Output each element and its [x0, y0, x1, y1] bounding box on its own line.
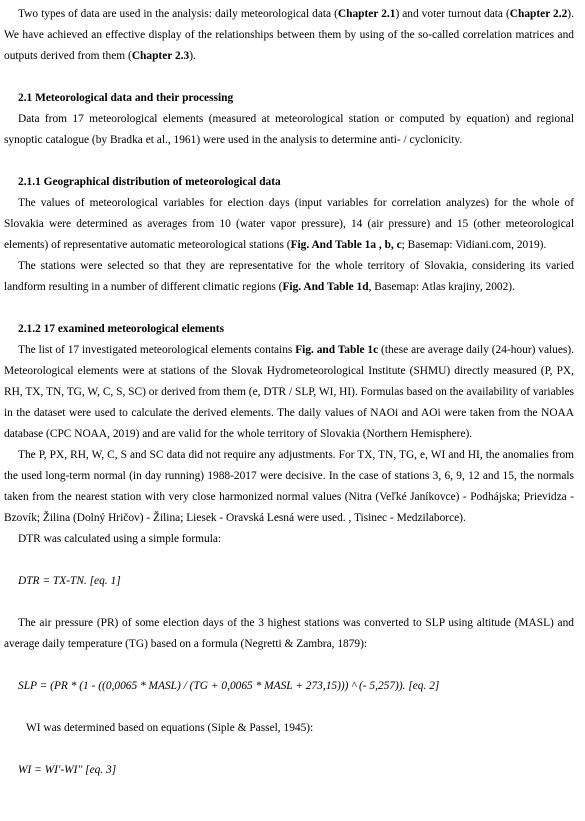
section-2-1-2-paragraph-3: DTR was calculated using a simple formula: [18, 533, 222, 545]
section-2-1-2-paragraph-5: WI was determined based on equations (Siple & Passel, 1945): [26, 722, 314, 734]
section-2-1-1-paragraph-1 [4, 193, 574, 256]
text: The list of 17 investigated meteorological elements contains [18, 344, 296, 356]
chapter-ref: Chapter 2.1 [337, 8, 396, 20]
chapter-ref: Chapter 2.3 [131, 50, 190, 62]
intro-paragraph [4, 4, 574, 67]
text: The values of meteorological variables for election days (input variables for correlation analyzes) for the whole of Slovakia were determined as averages from 10 (water vapor pressure), 14 (air pressure) and 15 (other meteorological elements) of representative automatic meteorological stations ( [4, 197, 574, 251]
section-2-1-2-paragraph-2: The P, PX, RH, W, C, S and SC data did not require any adjustments. For TX, TN, TG, e, WI and HI, the anomalies from the used long-term normal (in day running) 1988-2017 were decisive. In the case of stations 3, 6, 9, 12 and 15, the normals taken from the nearest station with very close harmonized normal values (Nitra (Veľké Janíkovce) - Podhájska; Prievidza - Bzovík; Žilina (Dolný Hričov) - Žilina; Liesek - Oravská Lesná were used. , Tisinec - Medzilaborce). [4, 449, 574, 524]
section-heading-2-1: 2.1 Meteorological data and their processing [18, 92, 234, 104]
text: The stations were selected so that they are representative for the whole territory of Slovakia, considering its varied landform resulting in a number of different climatic regions ( [4, 260, 574, 293]
section-2-1-paragraph: Data from 17 meteorological elements (measured at meteorological station or computed by equation) and regional synoptic catalogue (by Bradka et al., 1961) were used in the analysis to determine anti- / cyclonicity. [4, 113, 574, 146]
text: , Basemap: Atlas krajiny, 2002). [368, 281, 515, 293]
text: ). [189, 50, 196, 62]
figure-ref: Fig. and Table 1c [295, 344, 379, 356]
equation-2: SLP = (PR * (1 - ((0,0065 * MASL) / (TG + 0,0065 * MASL + 273,15))) ^ (- 5,257)). [eq. 2] [18, 680, 440, 692]
section-2-1-1-paragraph-2 [4, 256, 574, 298]
text: (these are average daily (24-hour) values). Meteorological elements were at stations of the Slovak Hydrometeorological Institute (SHMU) directly measured (P, PX, RH, TX, TN, TG, W, C, S, SC) or derived from them (e, DTR / SLP, WI, HI). Formulas based on the availability of variables in the dataset were used to calculate the derived elements. The daily values of NAOi and AOi were taken from the NOAA database (CPC NOAA, 2019) and are valid for the whole territory of Slovakia (Northern Hemisphere). [4, 344, 575, 440]
figure-ref: Fig. And Table 1a , b, c [290, 239, 402, 251]
equation-1: DTR = TX-TN. [eq. 1] [18, 575, 121, 587]
text: Two types of data are used in the analysis: daily meteorological data ( [18, 8, 338, 20]
section-heading-2-1-1: 2.1.1 Geographical distribution of meteorological data [18, 176, 281, 188]
text: ). We have achieved an effective display of the relationships between them by using of the so-called correlation matrices and outputs derived from them ( [4, 8, 574, 62]
section-2-1-2-paragraph-1 [4, 340, 574, 445]
text: ) and voter turnout data ( [395, 8, 510, 20]
figure-ref: Fig. And Table 1d [282, 281, 369, 293]
section-2-1-2-paragraph-4: The air pressure (PR) of some election days of the 3 highest stations was converted to SLP using altitude (MASL) and average daily temperature (TG) based on a formula (Negretti & Zambra, 1879): [4, 617, 574, 650]
chapter-ref: Chapter 2.2 [509, 8, 568, 20]
equation-3: WI = WI'-WI'' [eq. 3] [18, 764, 117, 776]
section-heading-2-1-2: 2.1.2 17 examined meteorological elements [18, 323, 225, 335]
text: ; Basemap: Vidiani.com, 2019). [401, 239, 547, 251]
